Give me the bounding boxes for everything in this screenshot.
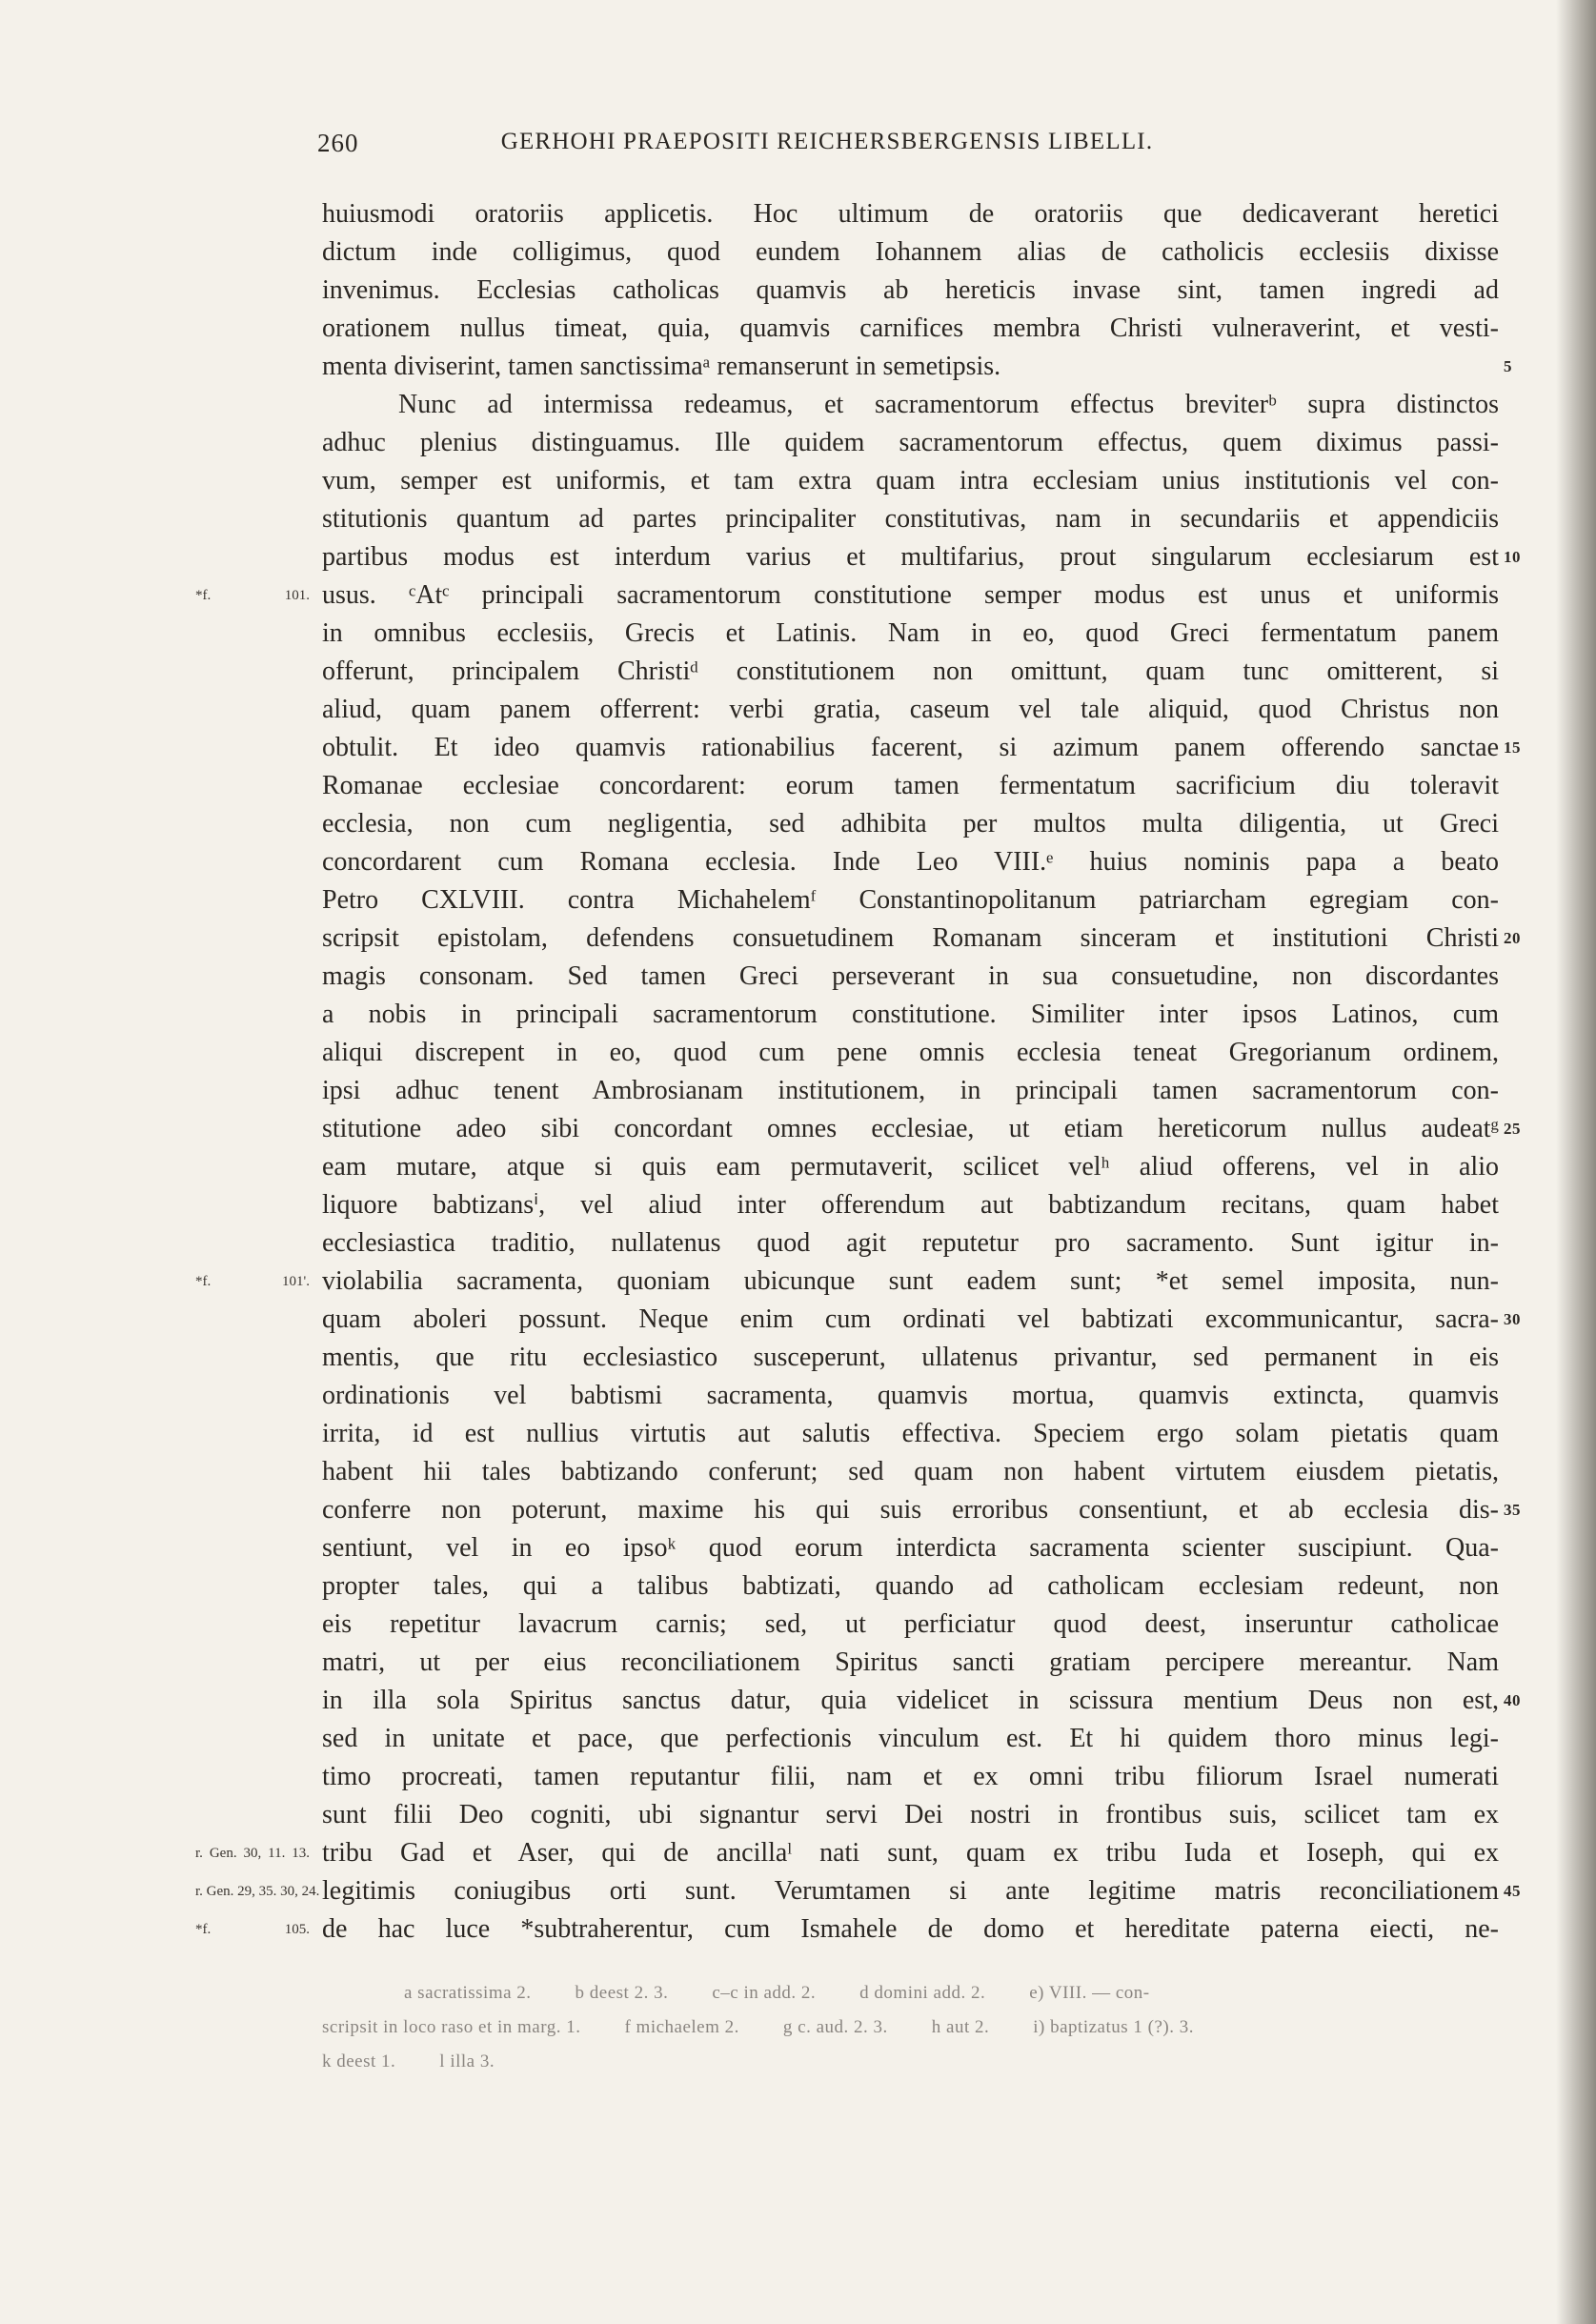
text-line	[322, 1453, 1499, 1491]
text-line-content: stitutionis quantum ad partes principaliter constitutivas, nam in secundariis et appendiciis	[322, 504, 1499, 534]
page-edge-shadow	[1556, 0, 1596, 2324]
text-line	[322, 1301, 1521, 1339]
text-line	[322, 1224, 1499, 1263]
text-line-content: huiusmodi oratoriis applicetis. Hoc ultimum de oratoriis que dedicaverant heretici	[322, 199, 1499, 229]
text-line	[322, 1758, 1499, 1796]
main-text	[195, 195, 1521, 1949]
text-line	[322, 1339, 1499, 1377]
running-head	[317, 129, 1280, 167]
text-line	[322, 1186, 1499, 1224]
text-line-content: invenimus. Ecclesias catholicas quamvis ab hereticis invase sint, tamen ingredi ad	[322, 275, 1499, 305]
line-number: 15	[1504, 738, 1521, 757]
footnote-item: scripsit in loco raso et in marg. 1.	[322, 2017, 581, 2037]
text-line	[322, 1720, 1499, 1758]
text-line-content: irrita, id est nullius virtutis aut salutis effectiva. Speciem ergo solam pietatis quam	[322, 1419, 1499, 1448]
margin-note: *f. 101.	[195, 588, 310, 603]
text-line-content: eis repetitur lavacrum carnis; sed, ut perficiatur quod deest, inseruntur catholicae	[322, 1609, 1499, 1639]
footnote-item: d domini add. 2.	[859, 1983, 986, 2003]
text-line-content: ipsi adhuc tenent Ambrosianam institutionem, in principali tamen sacramentorum con-	[322, 1076, 1499, 1105]
text-line	[322, 195, 1499, 233]
text-line-content: sentiunt, vel in eo ipsoᵏ quod eorum interdicta sacramenta scienter suscipiunt. Qua-	[322, 1533, 1499, 1563]
text-line-content: Petro CXLVIII. contra Michahelemᶠ Constantinopolitanum patriarcham egregiam con-	[322, 885, 1499, 915]
text-line-content: conferre non poterunt, maxime his qui suis erroribus consentiunt, et ab ecclesia dis-	[322, 1495, 1499, 1525]
text-line-content: Nunc ad intermissa redeamus, et sacramentorum effectus breviterᵇ supra distinctos	[398, 390, 1499, 419]
text-line	[322, 881, 1499, 919]
text-line-content: violabilia sacramenta, quoniam ubicunque sunt eadem sunt; *et semel imposita, nun-	[322, 1266, 1499, 1296]
text-line	[195, 576, 1499, 615]
text-line-content: ordinationis vel babtismi sacramenta, quamvis mortua, quamvis extincta, quamvis	[322, 1381, 1499, 1410]
text-line	[322, 233, 1499, 272]
text-line-content: aliud, quam panem offerrent: verbi gratia, caseum vel tale aliquid, quod Christus non	[322, 695, 1499, 724]
text-line-content: eam mutare, atque si quis eam permutaverit, scilicet velʰ aliud offerens, vel in alio	[322, 1152, 1499, 1182]
text-line-content: concordarent cum Romana ecclesia. Inde Leo VIII.ᵉ huius nominis papa a beato	[322, 847, 1499, 877]
text-line-content: legitimis coniugibus orti sunt. Verumtamen si ante legitime matris reconciliationem	[322, 1876, 1499, 1906]
text-line	[322, 805, 1499, 843]
text-line-content: mentis, que ritu ecclesiastico susceperunt, ullatenus privantur, sed permanent in eis	[322, 1343, 1499, 1372]
text-line	[322, 1682, 1521, 1720]
text-line-content: usus. ᶜAtᶜ principali sacramentorum constitutione semper modus est unus et uniformis	[322, 580, 1499, 610]
text-line	[322, 1796, 1499, 1834]
margin-note: *f. 101'.	[195, 1274, 310, 1289]
text-line-content: obtulit. Et ideo quamvis rationabilius facerent, si azimum panem offerendo sanctae	[322, 733, 1499, 762]
text-line-content: menta diviserint, tamen sanctissimaᵃ remanserunt in semetipsis.	[322, 352, 1001, 381]
text-line	[322, 1491, 1521, 1529]
footnote-line	[322, 1976, 1504, 2011]
text-line	[322, 500, 1499, 538]
text-line-content: quam aboleri possunt. Neque enim cum ordinati vel babtizati excommunicantur, sacra-	[322, 1304, 1499, 1334]
margin-note: r. Gen. 29, 35. 30, 24.	[195, 1884, 320, 1899]
text-line	[322, 1110, 1521, 1148]
line-number: 40	[1504, 1691, 1521, 1709]
text-line	[322, 1377, 1499, 1415]
line-number: 45	[1504, 1882, 1521, 1900]
text-line	[322, 348, 1512, 386]
text-line-content: a nobis in principali sacramentorum constitutione. Similiter inter ipsos Latinos, cum	[322, 1000, 1499, 1029]
text-line-content: liquore babtizansⁱ, vel aliud inter offerendum aut babtizandum recitans, quam habet	[322, 1190, 1499, 1220]
text-line	[322, 386, 1499, 424]
line-number: 35	[1504, 1501, 1521, 1519]
text-line-content: habent hii tales babtizando conferunt; sed quam non habent virtutem eiusdem pietatis,	[322, 1457, 1499, 1486]
margin-note: r. Gen. 30, 11. 13.	[195, 1846, 310, 1861]
text-line-content: orationem nullus timeat, quia, quamvis carnifices membra Christi vulneraverint, et vesti-	[322, 313, 1499, 343]
text-line-content: ecclesia, non cum negligentia, sed adhibita per multos multa diligentia, ut Greci	[322, 809, 1499, 839]
footnote-item: l illa 3.	[439, 2051, 495, 2071]
text-line	[322, 919, 1521, 958]
line-number: 5	[1504, 357, 1512, 375]
text-line	[195, 1834, 1499, 1872]
text-line	[322, 462, 1499, 500]
text-line-content: adhuc plenius distinguamus. Ille quidem sacramentorum effectus, quem diximus passi-	[322, 428, 1499, 457]
footnote-item: f michaelem 2.	[624, 2017, 739, 2037]
text-line	[322, 424, 1499, 462]
footnotes	[322, 1976, 1504, 2079]
footnote-item: c–c in add. 2.	[712, 1983, 817, 2003]
text-line	[322, 615, 1499, 653]
line-number: 20	[1504, 929, 1521, 947]
text-line-content: tribu Gad et Aser, qui de ancillaˡ nati sunt, quam ex tribu Iuda et Ioseph, qui ex	[322, 1838, 1499, 1868]
footnote-item: g c. aud. 2. 3.	[782, 2017, 888, 2037]
footnote-line	[322, 2045, 1504, 2079]
text-line-content: offerunt, principalem Christiᵈ constitutionem non omittunt, quam tunc omitterent, si	[322, 657, 1499, 686]
text-line	[322, 310, 1499, 348]
line-number: 10	[1504, 548, 1521, 566]
text-line	[195, 1910, 1499, 1949]
text-line	[322, 729, 1521, 767]
text-line	[322, 843, 1499, 881]
text-line	[322, 653, 1499, 691]
text-line-content: sunt filii Deo cogniti, ubi signantur servi Dei nostri in frontibus suis, scilicet tam ex	[322, 1800, 1499, 1829]
footnote-item: k deest 1.	[322, 2051, 396, 2071]
footnote-line	[322, 2011, 1504, 2045]
footnote-item: a sacratissima 2.	[404, 1983, 532, 2003]
text-line-content: scripsit epistolam, defendens consuetudinem Romanam sinceram et institutioni Christi	[322, 923, 1499, 953]
text-line	[322, 538, 1521, 576]
text-line-content: partibus modus est interdum varius et multifarius, prout singularum ecclesiarum est	[322, 542, 1499, 572]
text-line-content: matri, ut per eius reconciliationem Spiritus sancti gratiam percipere mereantur. Nam	[322, 1647, 1499, 1677]
footnote-item: h aut 2.	[931, 2017, 990, 2037]
line-number: 30	[1504, 1310, 1521, 1328]
text-line-content: in illa sola Spiritus sanctus datur, quia videlicet in scissura mentium Deus non est,	[322, 1686, 1499, 1715]
text-line-content: propter tales, qui a talibus babtizati, quando ad catholicam ecclesiam redeunt, non	[322, 1571, 1499, 1601]
text-line	[322, 1567, 1499, 1606]
text-line	[322, 1644, 1499, 1682]
text-line	[195, 1872, 1521, 1910]
text-line	[322, 1415, 1499, 1453]
page-number: 260	[317, 129, 359, 157]
footnote-item: b deest 2. 3.	[575, 1983, 669, 2003]
running-title: GERHOHI PRAEPOSITI REICHERSBERGENSIS LIBELLI.	[500, 129, 1154, 154]
text-line	[322, 1072, 1499, 1110]
margin-note: *f. 105.	[195, 1922, 310, 1937]
text-line	[322, 767, 1499, 805]
text-line	[195, 1263, 1499, 1301]
line-number: 25	[1504, 1120, 1521, 1138]
text-line	[322, 996, 1499, 1034]
text-line-content: timo procreati, tamen reputantur filii, nam et ex omni tribu filiorum Israel numerati	[322, 1762, 1499, 1791]
text-line	[322, 1529, 1499, 1567]
text-line-content: in omnibus ecclesiis, Grecis et Latinis. Nam in eo, quod Greci fermentatum panem	[322, 618, 1499, 648]
text-line-content: ecclesiastica traditio, nullatenus quod agit reputetur pro sacramento. Sunt igitur in-	[322, 1228, 1499, 1258]
text-line-content: de hac luce *subtraherentur, cum Ismahele de domo et hereditate paterna eiecti, ne-	[322, 1914, 1499, 1944]
footnote-item: e) VIII. — con-	[1029, 1983, 1150, 2003]
text-line-content: sed in unitate et pace, que perfectionis vinculum est. Et hi quidem thoro minus legi-	[322, 1724, 1499, 1753]
footnote-item: i) baptizatus 1 (?). 3.	[1033, 2017, 1194, 2037]
text-line-content: aliqui discrepent in eo, quod cum pene omnis ecclesia teneat Gregorianum ordinem,	[322, 1038, 1499, 1067]
text-line	[322, 1606, 1499, 1644]
text-line	[322, 1034, 1499, 1072]
text-line-content: Romanae ecclesiae concordarent: eorum tamen fermentatum sacrificium diu toleravit	[322, 771, 1499, 800]
text-line	[322, 958, 1499, 996]
text-line-content: stitutione adeo sibi concordant omnes ecclesiae, ut etiam hereticorum nullus audeatᵍ	[322, 1114, 1499, 1143]
text-line	[322, 1148, 1499, 1186]
text-line	[322, 272, 1499, 310]
text-line-content: magis consonam. Sed tamen Greci perseverant in sua consuetudine, non discordantes	[322, 961, 1499, 991]
text-line-content: vum, semper est uniformis, et tam extra quam intra ecclesiam unius institutionis vel con-	[322, 466, 1499, 495]
text-line-content: dictum inde colligimus, quod eundem Iohannem alias de catholicis ecclesiis dixisse	[322, 237, 1499, 267]
text-line	[322, 691, 1499, 729]
